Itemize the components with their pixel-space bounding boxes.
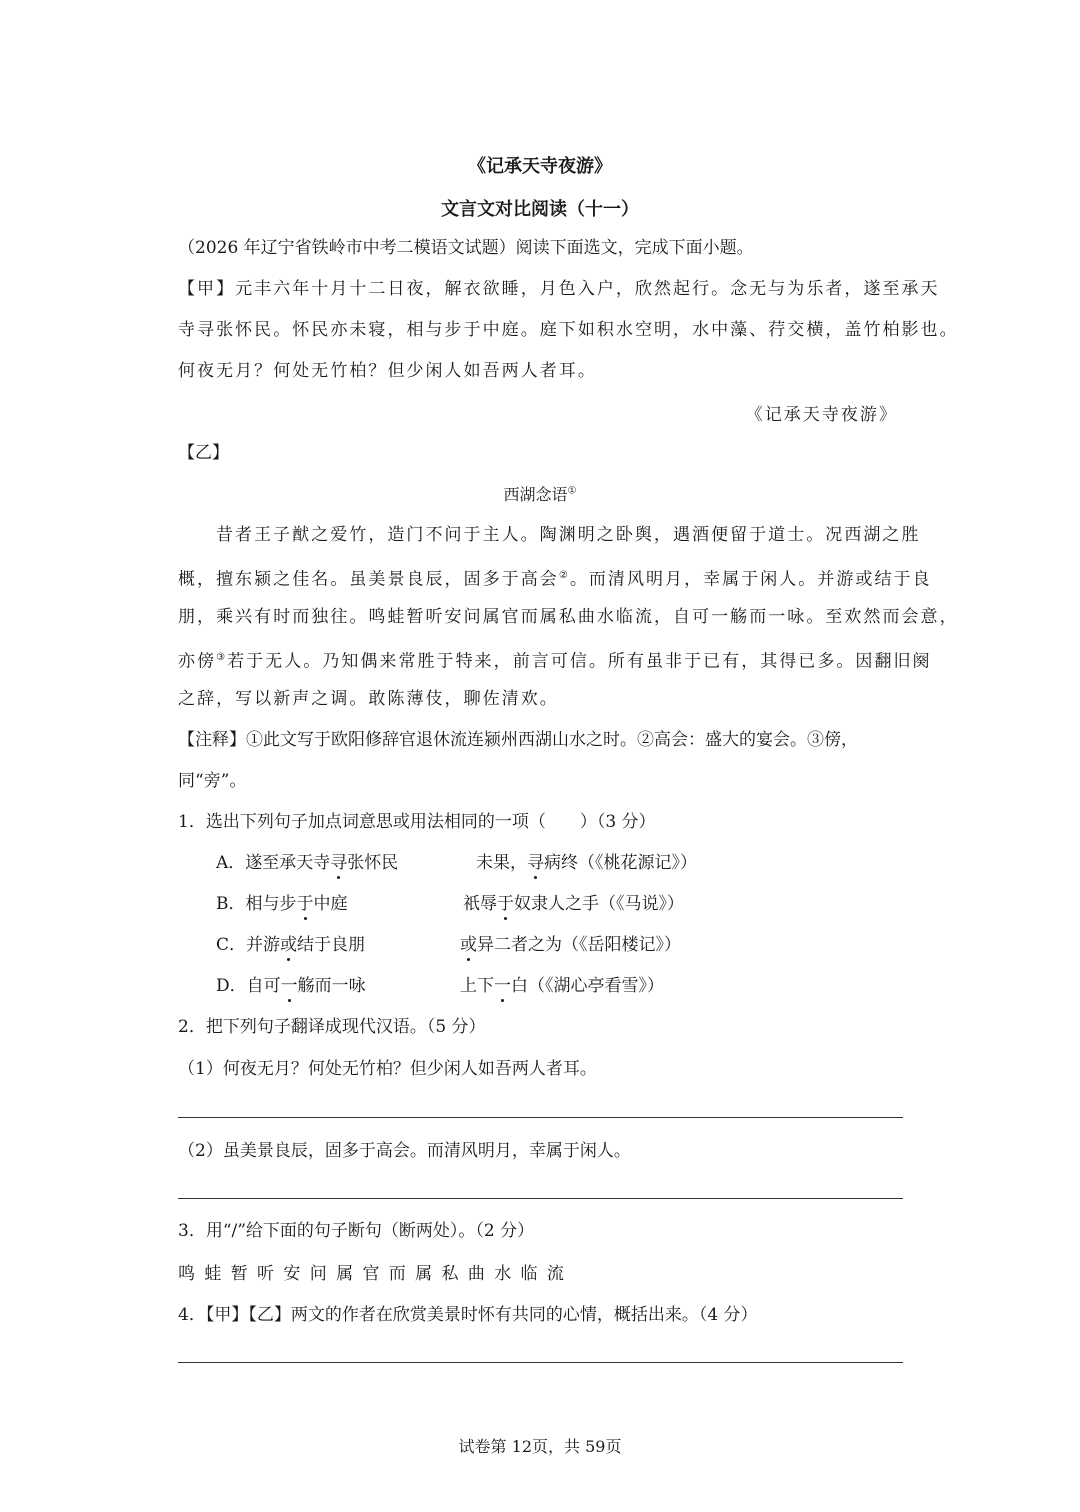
q2-stem: 2．把下列句子翻译成现代汉语。（5 分） bbox=[178, 1017, 486, 1037]
yi-line-3: 朋，乘兴有时而独往。鸣蛙暂听安问属官而属私曲水临流，自可一觞而一咏。至欢然而会意， bbox=[178, 607, 959, 627]
yi-line-4a: 亦傍 bbox=[178, 651, 217, 672]
q1-option-a-left bbox=[216, 848, 398, 873]
q1-option-a-left-dotted: 寻 bbox=[330, 848, 347, 873]
q1-option-a-right-post: 病终（《桃花源记》） bbox=[544, 853, 697, 873]
notes-line-2: 同“旁”。 bbox=[178, 771, 247, 791]
q1-option-b-right-post: 奴隶人之手（《马说》） bbox=[514, 894, 684, 914]
yi-poem-title-text: 西湖念语 bbox=[503, 485, 568, 504]
q1-option-c-left-post: 结于良朋 bbox=[297, 935, 366, 955]
q1-option-d-left bbox=[216, 971, 366, 996]
q1-option-b-left-pre: B．相与步 bbox=[216, 894, 297, 914]
answer-line-q2-2[interactable] bbox=[178, 1198, 903, 1199]
q1-option-d-right bbox=[460, 971, 664, 996]
q1-option-d-right-pre: 上下 bbox=[460, 976, 494, 996]
notes-line-1: 【注释】①此文写于欧阳修辞官退休流连颍州西湖山水之时。②高会：盛大的宴会。③傍， bbox=[178, 730, 858, 750]
q1-option-d-left-post: 觞而一咏 bbox=[297, 976, 366, 996]
yi-label: 【乙】 bbox=[178, 443, 229, 463]
q1-option-d-left-dotted: 一 bbox=[281, 971, 298, 996]
q1-option-b-left-post: 中庭 bbox=[313, 894, 348, 914]
q1-option-c-left-pre: C．并游 bbox=[216, 935, 281, 955]
yi-line-1: 昔者王子猷之爱竹，造门不问于主人。陶渊明之卧舆，遇酒便留于道士。况西湖之胜 bbox=[216, 525, 921, 545]
q1-option-d-right-dotted: 一 bbox=[494, 971, 511, 996]
q1-option-c-right-post: 异二者之为（《岳阳楼记》） bbox=[477, 935, 681, 955]
yi-line-4 bbox=[178, 646, 932, 674]
q1-option-a-left-pre: A．遂至承天寺 bbox=[216, 853, 331, 873]
q1-option-a-left-post: 张怀民 bbox=[347, 853, 399, 873]
yi-line-2b: 。而清风明月，幸属于闲人。并游或结于良 bbox=[569, 569, 932, 590]
page-footer: 试卷第 12页，共 59页 bbox=[458, 1437, 622, 1456]
yi-line-2a: 概，擅东颍之佳名。虽美景良辰，固多于高会 bbox=[178, 569, 559, 590]
q1-option-b-right-dotted: 于 bbox=[497, 889, 514, 914]
q1-stem: 1．选出下列句子加点词意思或用法相同的一项（ ）（3 分） bbox=[178, 812, 656, 832]
q1-option-d-left-pre: D．自可 bbox=[216, 976, 281, 996]
jia-line-1: 【甲】元丰六年十月十二日夜，解衣欲睡，月色入户，欣然起行。念无与为乐者，遂至承天 bbox=[178, 279, 940, 299]
answer-line-q4[interactable] bbox=[178, 1362, 903, 1363]
yi-note-2: ② bbox=[558, 570, 570, 581]
q1-option-d-right-post: 白（《湖心亭看雪》） bbox=[511, 976, 664, 996]
yi-note-3: ③ bbox=[216, 652, 228, 663]
q1-option-c-right bbox=[460, 930, 681, 955]
q1-option-a-right-dotted: 寻 bbox=[527, 848, 544, 873]
page-title: 《记承天寺夜游》 bbox=[468, 156, 612, 177]
q1-option-a-right-pre: 未果， bbox=[476, 853, 527, 873]
q1-option-b-right-pre: 祇辱 bbox=[463, 894, 497, 914]
yi-poem-title-note: ① bbox=[567, 485, 577, 497]
yi-poem-title bbox=[0, 482, 1080, 505]
yi-line-4b: 若于无人。乃知偶来常胜于特来，前言可信。所有虽非于已有，其得已多。因翻旧阕 bbox=[227, 651, 932, 672]
q1-option-c-left bbox=[216, 930, 365, 955]
q1-option-b-left bbox=[216, 889, 348, 914]
q3-sentence: 鸣蛙暂听安问属官而属私曲水临流 bbox=[178, 1264, 574, 1284]
yi-line-5: 之辞，写以新声之调。敢陈薄伎，聊佐清欢。 bbox=[178, 689, 559, 709]
q2-sentence-2: （2）虽美景良辰，固多于高会。而清风明月，幸属于闲人。 bbox=[178, 1141, 631, 1161]
q4-stem: 4．【甲】【乙】两文的作者在欣赏美景时怀有共同的心情，概括出来。（4 分） bbox=[178, 1305, 758, 1325]
q1-option-b-left-dotted: 于 bbox=[297, 889, 314, 914]
q1-option-c-left-dotted: 或 bbox=[280, 930, 297, 955]
q3-stem: 3．用“/”给下面的句子断句（断两处）。（2 分） bbox=[178, 1221, 535, 1241]
answer-line-q2-1[interactable] bbox=[178, 1117, 903, 1118]
q2-sentence-1: （1）何夜无月？何处无竹柏？但少闲人如吾两人者耳。 bbox=[178, 1059, 597, 1079]
page-subtitle: 文言文对比阅读（十一） bbox=[441, 199, 639, 220]
jia-line-2: 寺寻张怀民。怀民亦未寝，相与步于中庭。庭下如积水空明，水中藻、荇交横，盖竹柏影也。 bbox=[178, 320, 959, 340]
jia-line-3: 何夜无月？何处无竹柏？但少闲人如吾两人者耳。 bbox=[178, 361, 597, 381]
jia-source: 《记承天寺夜游》 bbox=[745, 405, 898, 425]
yi-line-2 bbox=[178, 564, 932, 592]
q1-option-c-right-dotted: 或 bbox=[460, 930, 477, 955]
q1-option-b-right bbox=[463, 889, 684, 914]
q1-option-a-right bbox=[476, 848, 697, 873]
intro-text: （2026 年辽宁省铁岭市中考二模语文试题）阅读下面选文，完成下面小题。 bbox=[178, 238, 754, 258]
